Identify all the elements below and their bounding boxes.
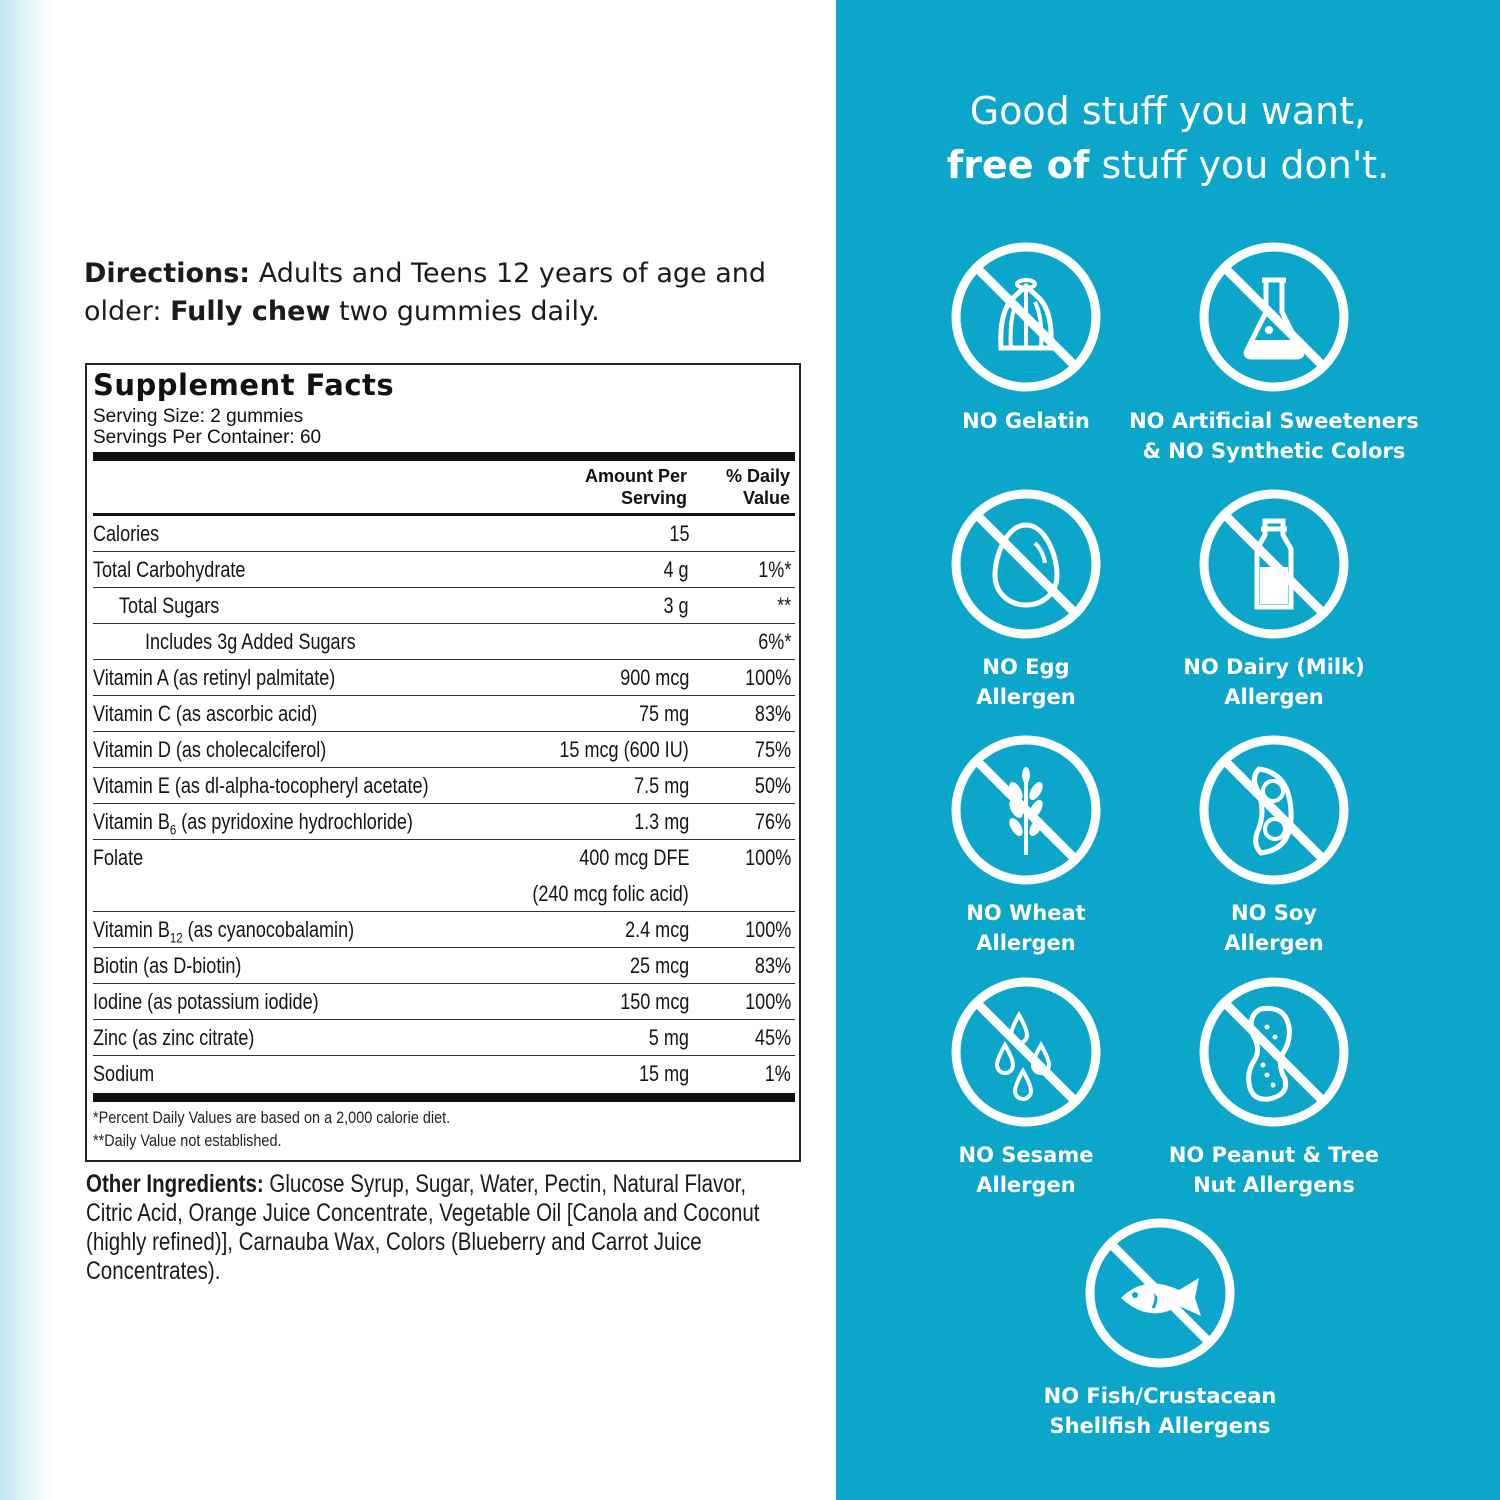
directions-text-before: Adults and Teens 12 years of age and older: — [84, 258, 767, 327]
nutrient-amount: 400 mcg DFE — [578, 845, 689, 870]
nutrient-amount: 25 mcg — [629, 953, 689, 978]
badge-label-line-1: NO Wheat — [966, 901, 1086, 925]
badge-label-line-1: NO Artificial Sweeteners — [1129, 409, 1419, 433]
badge-label-line-2: Allergen — [976, 931, 1076, 955]
nutrient-daily-value: 6%* — [757, 629, 791, 654]
nutrient-daily-value: 100% — [744, 665, 791, 690]
nutrient-amount: 5 mg — [648, 1025, 689, 1050]
servings-per-container: Servings Per Container: 60 — [93, 427, 322, 448]
other-ingredients-label: Other Ingredients: — [86, 1170, 264, 1198]
headline-line-2 — [836, 138, 1500, 192]
nutrient-daily-value: 50% — [754, 773, 791, 798]
headline-bold: free of — [946, 143, 1090, 187]
nutrient-label: Includes 3g Added Sugars — [145, 629, 356, 654]
gelatin-mold-icon — [949, 240, 1103, 394]
facts-row — [93, 948, 795, 984]
directions-text — [84, 255, 784, 331]
thick-rule-bottom — [93, 1093, 795, 1102]
badge-label-line-2: Allergen — [976, 685, 1076, 709]
nutrient-amount: 4 g — [663, 557, 689, 582]
badge-label-line-1: NO Peanut & Tree — [1168, 1143, 1380, 1167]
facts-row — [93, 588, 795, 624]
badge-label-line-1: NO Sesame — [958, 1143, 1094, 1167]
nutrient-label: Vitamin E (as dl-alpha-tocopheryl acetate) — [93, 773, 429, 798]
facts-title: Supplement Facts — [93, 368, 395, 402]
nutrient-daily-value: 75% — [754, 737, 791, 762]
headline-rest: stuff you don't. — [1089, 143, 1390, 187]
nutrient-amount: 150 mcg — [619, 989, 689, 1014]
nutrient-amount: 15 — [668, 521, 689, 546]
headline-line-1: Good stuff you want, — [969, 89, 1367, 133]
nutrient-daily-value: 76% — [754, 809, 791, 834]
nutrient-label: Vitamin D (as cholecalciferol) — [93, 737, 327, 762]
nutrient-label: Vitamin $B_{12}$ (as cyanocobalamin) — [93, 917, 355, 946]
nutrient-label: Folate — [93, 845, 144, 870]
sesame-drops-icon — [949, 975, 1103, 1129]
allergen-badge-label — [1000, 1381, 1320, 1441]
nutrient-daily-value: 1% — [764, 1061, 791, 1086]
facts-row — [93, 660, 795, 696]
nutrient-daily-value: ** — [776, 593, 791, 618]
nutrient-amount: 3 g — [663, 593, 689, 618]
nutrient-amount: 15 mg — [638, 1061, 689, 1086]
nutrient-amount: 2.4 mcg — [624, 917, 689, 942]
badge-label-line-1: NO Fish/Crustacean — [1043, 1384, 1277, 1408]
badge-label-line-2: Allergen — [1224, 685, 1324, 709]
thick-rule-top — [93, 452, 795, 461]
nutrient-label: Total Sugars — [119, 593, 220, 618]
facts-row — [93, 624, 795, 660]
nutrient-label: Calories — [93, 521, 160, 546]
facts-row — [93, 768, 795, 804]
facts-row — [93, 840, 795, 912]
supplement-facts-panel — [85, 363, 801, 1162]
other-ingredients — [86, 1170, 783, 1286]
nutrient-label: Total Carbohydrate — [93, 557, 246, 582]
serving-size: Serving Size: 2 gummies — [93, 406, 304, 427]
nutrient-amount: 1.3 mg — [633, 809, 689, 834]
facts-row — [93, 552, 795, 588]
soybean-icon — [1197, 733, 1351, 887]
milk-bottle-icon — [1197, 487, 1351, 641]
nutrient-label: Sodium — [93, 1061, 155, 1086]
badge-label-line-1: NO Soy — [1231, 901, 1317, 925]
fish-icon — [1083, 1216, 1237, 1370]
badge-label-line-1: NO Gelatin — [962, 409, 1090, 433]
facts-row — [93, 732, 795, 768]
nutrient-amount: 75 mg — [638, 701, 689, 726]
bottle-edge — [0, 0, 55, 1500]
badge-label-line-1: NO Dairy (Milk) — [1183, 655, 1365, 679]
footnote-not-established: **Daily Value not established. — [93, 1131, 282, 1150]
allergen-badge-label — [1114, 1140, 1434, 1200]
facts-row — [93, 696, 795, 732]
nutrient-amount: 900 mcg — [619, 665, 689, 690]
nutrient-daily-value: 1%* — [757, 557, 791, 582]
nutrient-amount: 7.5 mg — [633, 773, 689, 798]
nutrient-daily-value: 83% — [754, 953, 791, 978]
facts-row — [93, 912, 795, 948]
flask-icon — [1197, 240, 1351, 394]
directions-text-after: two gummies daily. — [330, 296, 600, 327]
nutrient-label: Vitamin $B_6$ (as pyridoxine hydrochloride) — [93, 809, 413, 838]
facts-row — [93, 516, 795, 552]
other-ingredients-text: Glucose Syrup, Sugar, Water, Pectin, Natural Flavor, Citric Acid, Orange Juice Concentrate, Vegetable Oil [Canola and Coconut (highly refined)], Carnauba Wax, Colors (Blueberry and Carrot Juice Concentrates). — [86, 1170, 760, 1285]
wheat-icon — [949, 733, 1103, 887]
allergen-badge-label — [1114, 652, 1434, 712]
nutrient-label: Biotin (as D-biotin) — [93, 953, 242, 978]
allergen-badge-label — [1114, 898, 1434, 958]
nutrient-label: Vitamin A (as retinyl palmitate) — [93, 665, 336, 690]
allergen-badge-label — [1114, 406, 1434, 466]
nutrient-daily-value: 100% — [744, 989, 791, 1014]
facts-row — [93, 984, 795, 1020]
nutrient-daily-value: 45% — [754, 1025, 791, 1050]
footnote-daily-values: *Percent Daily Values are based on a 2,000 calorie diet. — [93, 1108, 451, 1127]
headline — [836, 84, 1500, 192]
nutrient-amount: 15 mcg (600 IU) — [559, 737, 689, 762]
badge-label-line-1: NO Egg — [982, 655, 1070, 679]
facts-row — [93, 804, 795, 840]
badge-label-line-2: Allergen — [976, 1173, 1076, 1197]
nutrient-amount-detail: (240 mcg folic acid) — [532, 881, 689, 906]
nutrient-daily-value: 100% — [744, 917, 791, 942]
egg-icon — [949, 487, 1103, 641]
facts-row — [93, 1020, 795, 1056]
peanut-icon — [1197, 975, 1351, 1129]
badge-label-line-2: Allergen — [1224, 931, 1324, 955]
nutrient-label: Vitamin C (as ascorbic acid) — [93, 701, 318, 726]
nutrient-label: Zinc (as zinc citrate) — [93, 1025, 255, 1050]
directions-label: Directions: — [84, 258, 251, 289]
badge-label-line-2: & NO Synthetic Colors — [1142, 439, 1406, 463]
col-dv-header: % Daily Value — [725, 466, 790, 508]
col-amount-header: Amount Per Serving — [584, 466, 687, 508]
nutrient-daily-value: 100% — [744, 845, 791, 870]
nutrient-daily-value: 83% — [754, 701, 791, 726]
directions-emphasis: Fully chew — [170, 296, 331, 327]
badge-label-line-2: Shellfish Allergens — [1049, 1414, 1271, 1438]
facts-row — [93, 1056, 795, 1092]
nutrient-label: Iodine (as potassium iodide) — [93, 989, 319, 1014]
serving-info — [93, 406, 321, 448]
badge-label-line-2: Nut Allergens — [1193, 1173, 1355, 1197]
